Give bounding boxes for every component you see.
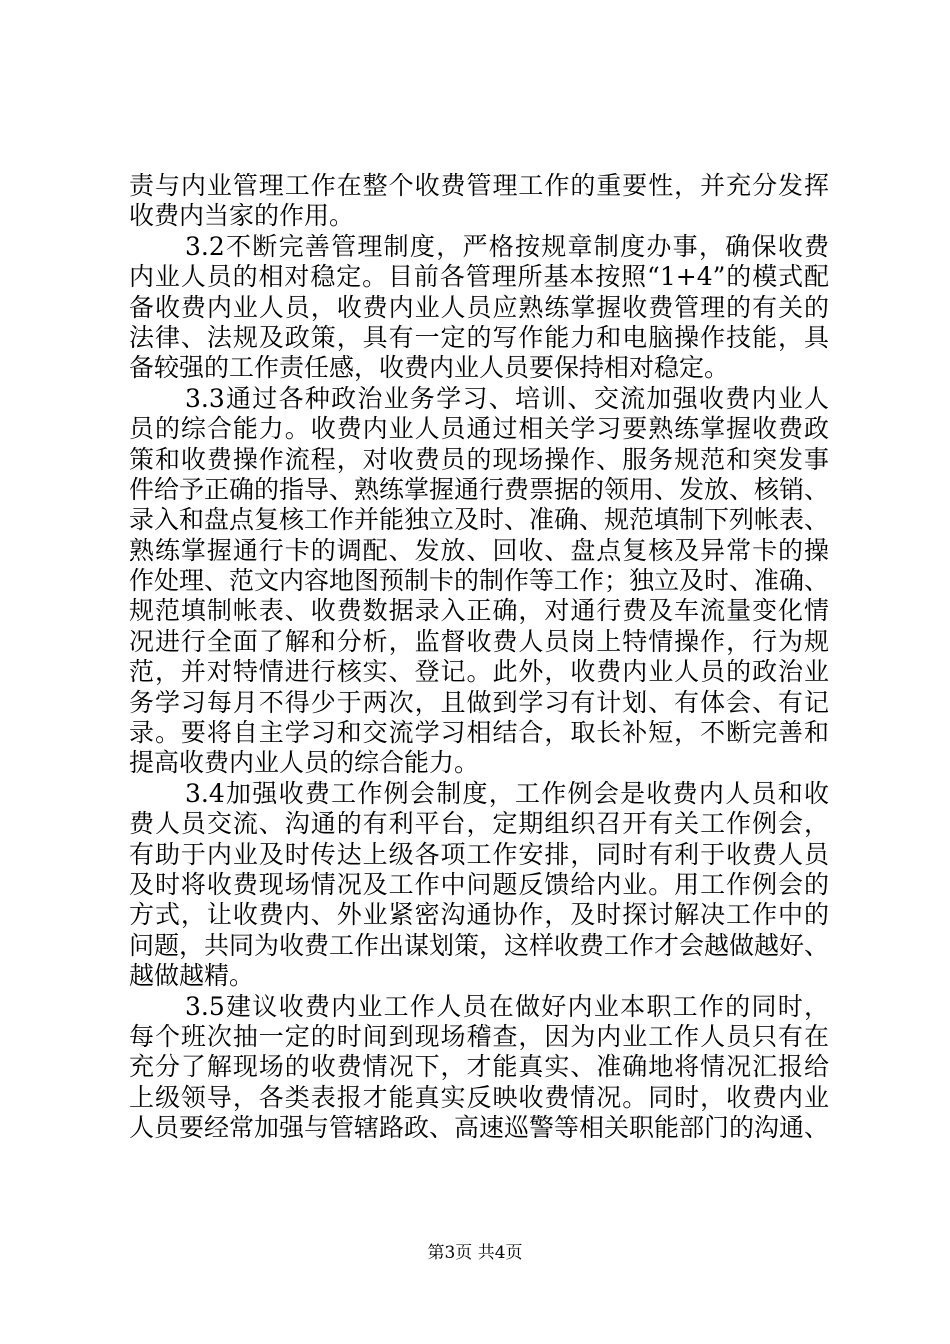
page-footer: 第3页 共4页 (427, 1243, 523, 1263)
text-line: 3.2不断完善管理制度，严格按规章制度办事，确保收费 (185, 231, 829, 261)
text-line: 策和收费操作流程，对收费员的现场操作、服务规范和突发事 (129, 444, 829, 474)
text-line: 越做越精。 (129, 961, 255, 991)
text-line: 员的综合能力。收费内业人员通过相关学习要熟练掌握收费政 (129, 414, 829, 444)
text-line: 上级领导，各类表报才能真实反映收费情况。同时，收费内业 (129, 1082, 829, 1112)
text-line: 备收费内业人员，收费内业人员应熟练掌握收费管理的有关的 (129, 292, 829, 322)
text-line: 规范填制帐表、收费数据录入正确，对通行费及车流量变化情 (129, 596, 829, 626)
text-line: 件给予正确的指导、熟练掌握通行费票据的领用、发放、核销、 (129, 474, 829, 504)
text-line: 有助于内业及时传达上级各项工作安排，同时有利于收费人员 (129, 839, 829, 869)
text-line: 3.4加强收费工作例会制度，工作例会是收费内人员和收 (185, 778, 829, 808)
text-line: 范，并对特情进行核实、登记。此外，收费内业人员的政治业 (129, 657, 829, 687)
text-line: 作处理、范文内容地图预制卡的制作等工作；独立及时、准确、 (129, 566, 829, 596)
text-line: 内业人员的相对稳定。目前各管理所基本按照“1+4”的模式配 (129, 262, 829, 292)
text-line: 况进行全面了解和分析，监督收费人员岗上特情操作，行为规 (129, 626, 829, 656)
text-line: 3.3通过各种政治业务学习、培训、交流加强收费内业人 (185, 383, 829, 413)
text-line: 录入和盘点复核工作并能独立及时、准确、规范填制下列帐表、 (129, 505, 829, 535)
text-line: 问题，共同为收费工作出谋划策，这样收费工作才会越做越好、 (129, 930, 829, 960)
text-line: 充分了解现场的收费情况下，才能真实、准确地将情况汇报给 (129, 1052, 829, 1082)
text-line: 费人员交流、沟通的有利平台，定期组织召开有关工作例会， (129, 809, 829, 839)
body-text (129, 171, 829, 1144)
text-line: 录。要将自主学习和交流学习相结合，取长补短，不断完善和 (129, 718, 829, 748)
text-line: 熟练掌握通行卡的调配、发放、回收、盘点复核及异常卡的操 (129, 535, 829, 565)
text-line: 收费内当家的作用。 (129, 201, 355, 231)
text-line: 备较强的工作责任感，收费内业人员要保持相对稳定。 (129, 353, 730, 383)
text-line: 提高收费内业人员的综合能力。 (129, 748, 480, 778)
text-line: 3.5建议收费内业工作人员在做好内业本职工作的同时， (185, 991, 829, 1021)
text-line: 每个班次抽一定的时间到现场稽查，因为内业工作人员只有在 (129, 1021, 829, 1051)
text-line: 方式，让收费内、外业紧密沟通协作，及时探讨解决工作中的 (129, 900, 829, 930)
text-line: 法律、法规及政策，具有一定的写作能力和电脑操作技能，具 (129, 322, 829, 352)
text-line: 责与内业管理工作在整个收费管理工作的重要性，并充分发挥 (129, 171, 829, 200)
text-line: 人员要经常加强与管辖路政、高速巡警等相关职能部门的沟通、 (129, 1113, 829, 1143)
text-line: 务学习每月不得少于两次，且做到学习有计划、有体会、有记 (129, 687, 829, 717)
text-line: 及时将收费现场情况及工作中问题反馈给内业。用工作例会的 (129, 869, 829, 899)
